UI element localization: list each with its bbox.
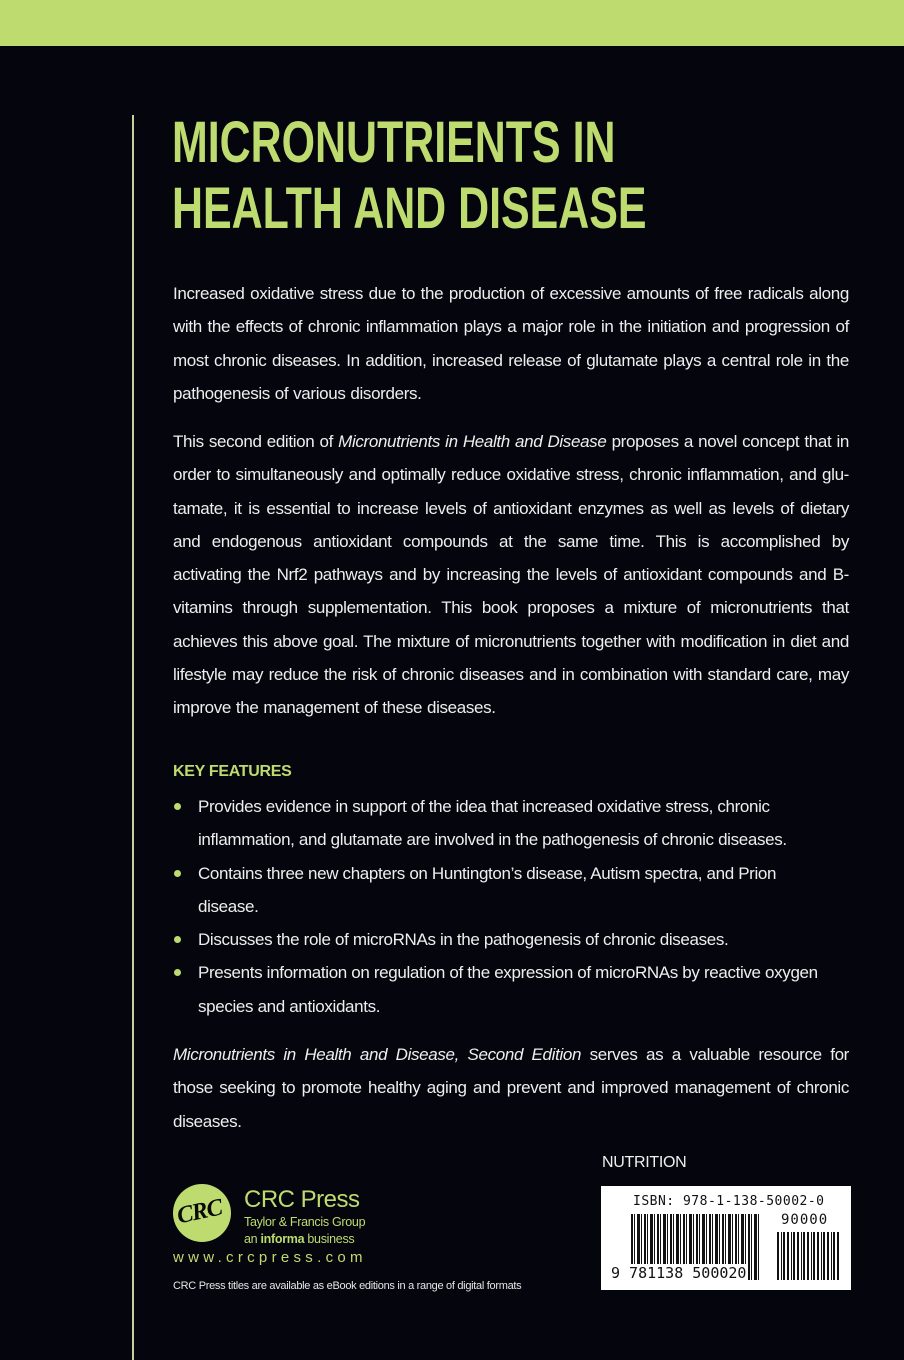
bullet-icon <box>174 969 181 976</box>
key-features-heading: KEY FEATURES <box>173 763 292 780</box>
feature-text: Discusses the role of microRNAs in the pathogenesis of chronic diseases. <box>198 930 729 950</box>
publisher-group: Taylor & Francis Group <box>244 1215 366 1229</box>
ean-digits: 9 781138 500020 <box>611 1264 747 1282</box>
bullet-icon <box>174 936 181 943</box>
publisher-informa <box>244 1232 354 1246</box>
feature-item <box>173 923 838 956</box>
addon-barcode-bars <box>777 1232 841 1280</box>
publisher-url-link[interactable]: www.crcpress.com <box>173 1249 367 1266</box>
feature-item <box>173 857 838 924</box>
book-title <box>172 110 647 242</box>
crc-logo-text: CRC <box>174 1194 225 1230</box>
subject-category: NUTRITION <box>602 1154 687 1171</box>
top-accent-band <box>0 0 904 46</box>
paragraph-2-body: proposes a novel concept that in order to simultaneously and optimally reduce oxidative stress, chronic inflammation, and glu-tamate, it is essential to increase levels of antioxidant enzymes as well as levels of dietary and endogenous antioxidant compounds at the same time. This is accomplished by activating the Nrf2 pathways and by increasing the levels of antioxidant compounds and B-vitamins through supplementation. This book proposes a mixture of micronutrients that achieves this above goal. The mixture of micronutrients together with modification in diet and lifestyle may reduce the risk of chronic diseases and in combination with standard care, may improve the management of these diseases. <box>173 432 850 718</box>
closing-title-italic: Micronutrients in Health and Disease, Second Edition <box>173 1045 582 1064</box>
title-line-2: HEALTH AND DISEASE <box>172 176 647 241</box>
crc-logo-icon <box>173 1184 231 1242</box>
publisher-name: CRC Press <box>244 1186 360 1213</box>
feature-item <box>173 790 838 857</box>
title-line-1: MICRONUTRIENTS IN <box>172 110 616 175</box>
ebook-availability-note: CRC Press titles are available as eBook editions in a range of digital formats <box>173 1280 522 1292</box>
bullet-icon <box>174 870 181 877</box>
closing-body: serves as a valuable resource for those seeking to promote healthy aging and prevent and improved management of chronic diseases. <box>173 1045 849 1131</box>
isbn-barcode <box>601 1186 851 1290</box>
description-paragraph-2 <box>173 425 849 725</box>
informa-brand: informa <box>260 1232 305 1246</box>
description-paragraph-1: Increased oxidative stress due to the production of excessive amounts of free radicals along with the effects of chronic inflammation plays a major role in the initiation and progression of most chronic diseases. In addition, increased release of glutamate plays a central role in the pathogenesis of various disorders. <box>173 284 849 403</box>
bullet-icon <box>174 803 181 810</box>
closing-paragraph <box>173 1038 849 1138</box>
feature-item <box>173 956 838 1023</box>
informa-prefix: an <box>244 1232 261 1246</box>
book-title-italic: Micronutrients in Health and Disease <box>338 432 607 451</box>
informa-suffix: business <box>304 1232 355 1246</box>
paragraph-2-prefix: This second edition of <box>173 432 339 451</box>
vertical-rule <box>132 115 134 1360</box>
key-features-list <box>173 790 863 1023</box>
feature-text: Contains three new chapters on Huntington’s disease, Autism spectra, and Prion disease. <box>198 863 777 916</box>
price-code: 90000 <box>781 1212 829 1228</box>
isbn-label: ISBN: 978-1-138-50002-0 <box>633 1194 825 1209</box>
feature-text: Provides evidence in support of the idea that increased oxidative stress, chronic inflammation, and glutamate are involved in the pathogenesis of chronic diseases. <box>198 797 787 850</box>
feature-text: Presents information on regulation of the expression of microRNAs by reactive oxygen species and antioxidants. <box>198 963 818 1016</box>
